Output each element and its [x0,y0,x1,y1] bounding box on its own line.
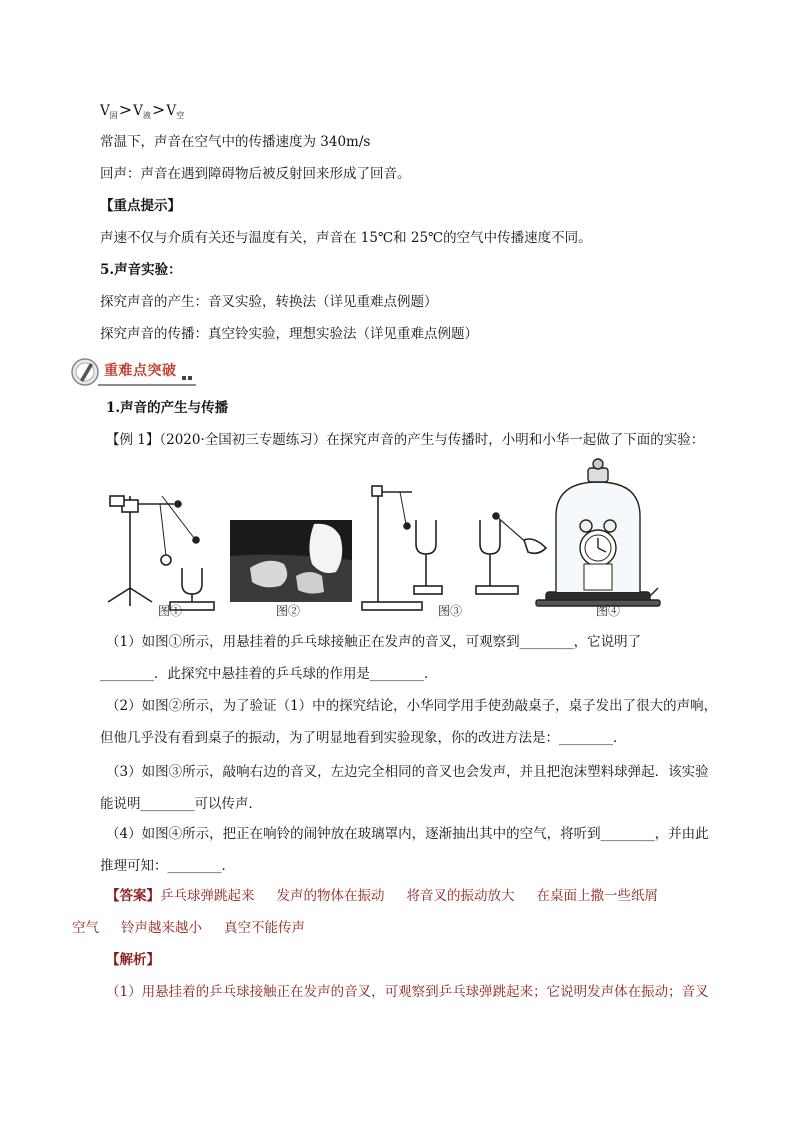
analysis-label: 【解析】 [106,952,160,968]
answer-2: 发声的物体在振动 [276,888,385,904]
figure-4-caption: 图④ [596,604,621,618]
key-tip-title: 【重点提示】 [100,198,181,214]
figure-1-apparatus [108,496,214,610]
experiment-2: 探究声音的传播：真空铃实验，理想实验法（详见重难点例题） [100,326,478,342]
question-2-line-2: 但他几乎没有看到桌子的振动，为了明显地看到实验现象，你的改进方法是：________． [100,730,627,746]
section-banner [70,356,198,388]
experiments-title: 5.声音实验： [100,262,182,278]
example-intro: 【例 1】（2020·全国初三专题练习）在探究声音的产生与传播时，小明和小华一起做了下面的实验： [106,432,705,448]
answer-6: 铃声越来越小 [121,920,202,936]
figure-2-caption: 图② [276,604,301,618]
echo-line: 回声：声音在遇到障碍物后被反射回来形成了回音。 [100,166,411,182]
question-3-line-1: （3）如图③所示，敲响右边的音叉，左边完全相同的音叉也会发声，并且把泡沫塑料球弹起．该实验 [106,764,709,780]
banner-title: 重难点突破 [104,363,177,379]
answer-4: 在桌面上撒一些纸屑 [536,888,658,904]
answer-3: 将音叉的振动放大 [406,888,515,904]
speed-order-line: $V_固>V_液>V_空$ [100,100,185,120]
experiment-1: 探究声音的产生：音叉实验，转换法（详见重难点例题） [100,294,438,310]
question-1-line-2: ________．此探究中悬挂着的乒乓球的作用是________． [100,666,438,682]
question-1-line-1: （1）如图①所示，用悬挂着的乒乓球接触正在发声的音叉，可观察到________，它说明了 [106,634,642,650]
question-3-line-2: 能说明________可以传声． [100,796,262,812]
key-tip-text: 声速不仅与介质有关还与温度有关，声音在 15℃和 25℃的空气中传播速度不同。 [100,230,592,246]
question-2-line-1: （2）如图②所示，为了验证（1）中的探究结论，小华同学用手使劲敲桌子，桌子发出了很大的声响， [106,698,718,714]
figure-1-caption: 图① [158,604,183,618]
question-4-line-2: 推理可知：________． [100,858,235,874]
question-4-line-1: （4）如图④所示，把正在响铃的闹钟放在玻璃罩内，逐渐抽出其中的空气，将听到________，并由此 [106,826,709,842]
answer-line-1 [106,886,658,906]
figure-4-bell-jar [536,459,660,606]
section-title: 1.声音的产生与传播 [106,400,229,416]
answer-1: 乒乓球弹跳起来 [160,888,255,904]
figure-row [100,456,670,616]
figure-illustration [100,456,670,616]
answer-7: 真空不能传声 [224,920,305,936]
answer-label: 【答案】 [106,888,160,904]
figure-3-caption: 图③ [438,604,463,618]
analysis-text: （1）用悬挂着的乒乓球接触正在发声的音叉，可观察到乒乓球弹跳起来；它说明发声体在振动；音叉 [106,984,709,1000]
speed-air-line: 常温下，声音在空气中的传播速度为 340m/s [100,134,371,150]
figure-2-photo [230,520,352,602]
answer-line-2 [72,918,305,938]
answer-5: 空气 [72,920,99,936]
figure-3-apparatus [362,486,546,610]
